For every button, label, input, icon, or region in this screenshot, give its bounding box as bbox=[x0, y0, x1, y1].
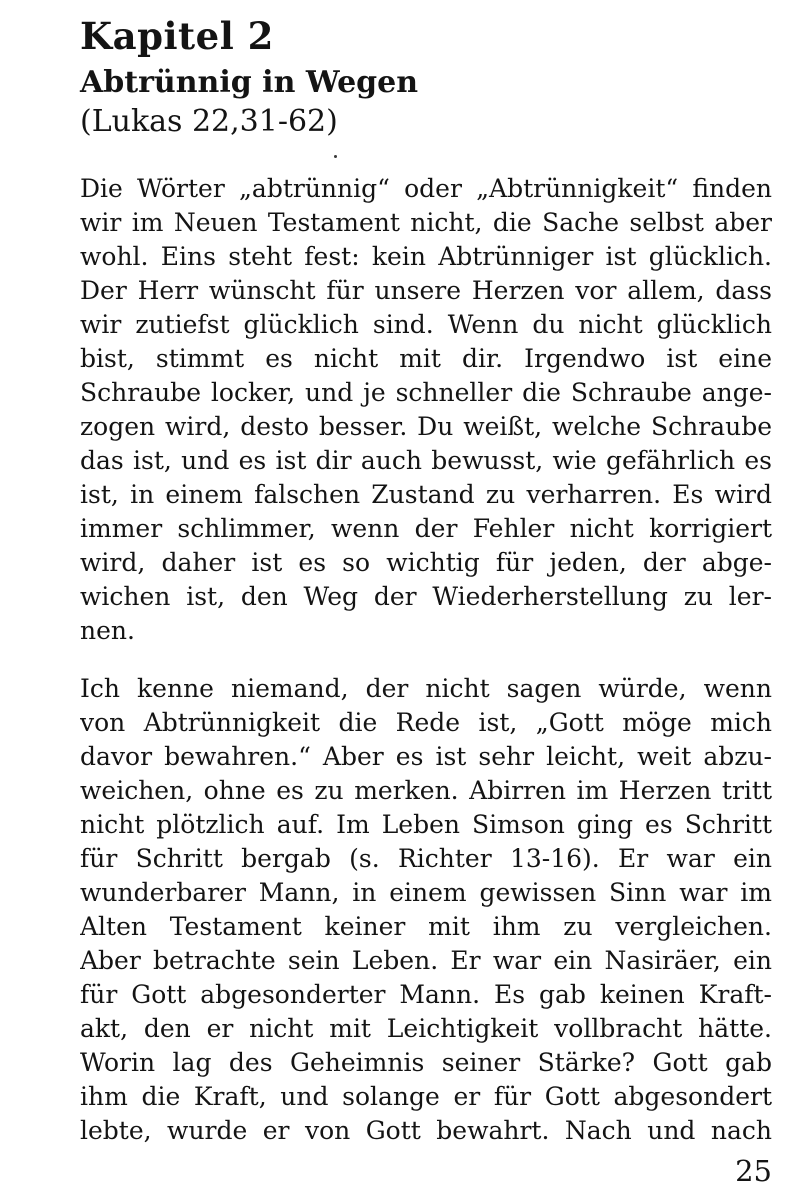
text-line: bist, stimmt es nicht mit dir. Irgendwo ist eine bbox=[80, 344, 772, 373]
text-line: wunderbarer Mann, in einem gewissen Sinn war im bbox=[80, 878, 772, 907]
text-line: lebte, wurde er von Gott bewahrt. Nach und nach bbox=[80, 1116, 772, 1145]
page-number: 25 bbox=[735, 1154, 772, 1188]
text-line: Schraube locker, und je schneller die Schraube ange- bbox=[80, 378, 772, 407]
scan-artifact-dot bbox=[334, 155, 337, 158]
text-line: immer schlimmer, wenn der Fehler nicht korrigiert bbox=[80, 514, 772, 543]
separator-row bbox=[80, 140, 772, 172]
text-line: wird, daher ist es so wichtig für jeden, der abge- bbox=[80, 548, 772, 577]
text-line: Die Wörter „abtrünnig“ oder „Abtrünnigkeit“ finden bbox=[80, 174, 772, 203]
text-line: von Abtrünnigkeit die Rede ist, „Gott möge mich bbox=[80, 708, 772, 737]
text-line: Der Herr wünscht für unsere Herzen vor allem, dass bbox=[80, 276, 772, 305]
text-line: nicht plötzlich auf. Im Leben Simson ging es Schritt bbox=[80, 810, 772, 839]
text-line: ist, in einem falschen Zustand zu verharren. Es wird bbox=[80, 480, 772, 509]
text-line: für Gott abgesonderter Mann. Es gab keinen Kraft- bbox=[80, 980, 772, 1009]
text-line: nen. bbox=[80, 616, 135, 645]
text-line: für Schritt bergab (s. Richter 13-16). Er war ein bbox=[80, 844, 772, 873]
text-line: weichen, ohne es zu merken. Abirren im Herzen tritt bbox=[80, 776, 772, 805]
text-line: wohl. Eins steht fest: kein Abtrünniger ist glücklich. bbox=[80, 242, 772, 271]
scripture-reference: (Lukas 22,31-62) bbox=[80, 104, 338, 139]
text-line: davor bewahren.“ Aber es ist sehr leicht, weit abzu- bbox=[80, 742, 772, 771]
text-line: Ich kenne niemand, der nicht sagen würde, wenn bbox=[80, 674, 772, 703]
text-line: wir im Neuen Testament nicht, die Sache selbst aber bbox=[80, 208, 772, 237]
text-line: akt, den er nicht mit Leichtigkeit vollbracht hätte. bbox=[80, 1014, 772, 1043]
paragraph-2 bbox=[80, 672, 772, 1148]
chapter-title: Kapitel 2 bbox=[80, 14, 274, 58]
text-line: zogen wird, desto besser. Du weißt, welche Schraube bbox=[80, 412, 772, 441]
text-line: Alten Testament keiner mit ihm zu vergleichen. bbox=[80, 912, 772, 941]
text-line: Worin lag des Geheimnis seiner Stärke? Gott gab bbox=[80, 1048, 772, 1077]
text-line: das ist, und es ist dir auch bewusst, wie gefährlich es bbox=[80, 446, 772, 475]
text-line: wichen ist, den Weg der Wiederherstellung zu ler- bbox=[80, 582, 772, 611]
text-line: ihm die Kraft, und solange er für Gott abgesondert bbox=[80, 1082, 772, 1111]
section-title: Abtrünnig in Wegen bbox=[80, 65, 419, 100]
paragraph-1 bbox=[80, 172, 772, 648]
text-line: Aber betrachte sein Leben. Er war ein Nasiräer, ein bbox=[80, 946, 772, 975]
text-line: wir zutiefst glücklich sind. Wenn du nicht glücklich bbox=[80, 310, 772, 339]
